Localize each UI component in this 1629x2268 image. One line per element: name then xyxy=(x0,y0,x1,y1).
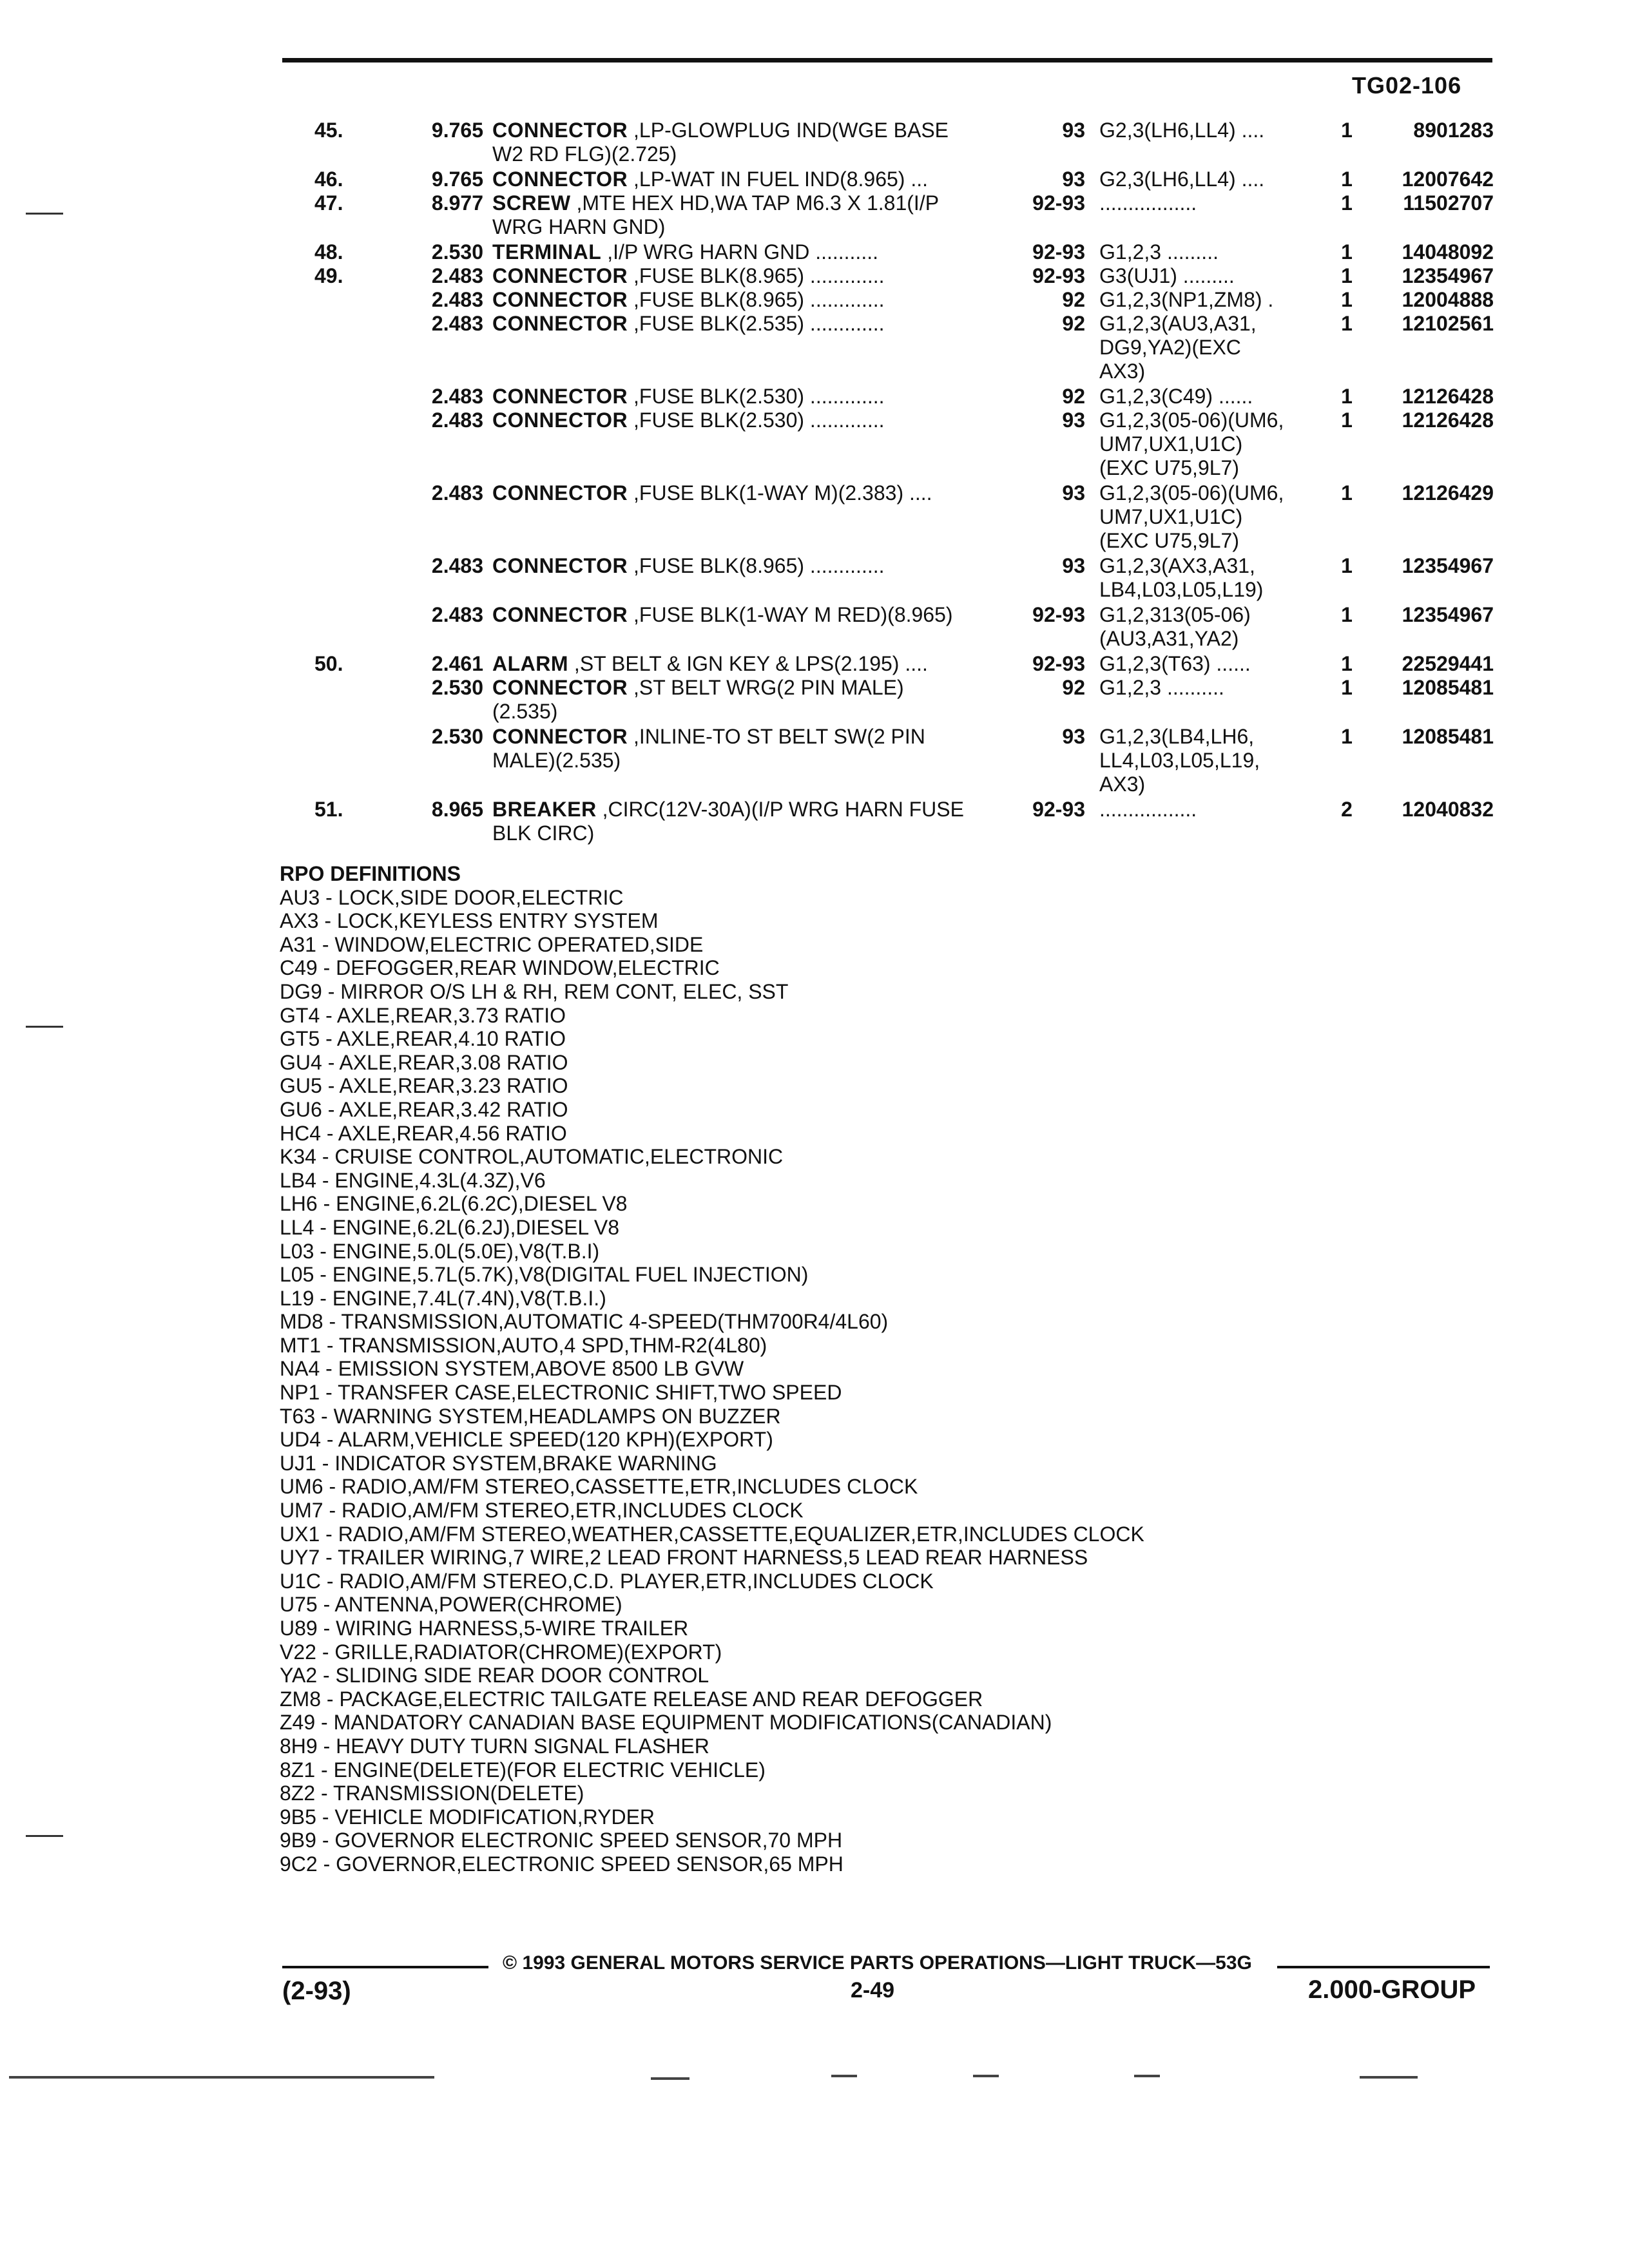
quantity: 1 xyxy=(1341,168,1353,191)
model-year: 92 xyxy=(1062,288,1085,311)
item-number: 46. xyxy=(314,168,343,191)
rpo-item: YA2 - SLIDING SIDE REAR DOOR CONTROL xyxy=(280,1664,709,1687)
application xyxy=(1099,119,1313,142)
description-line xyxy=(492,676,1012,700)
part-name: CONNECTOR xyxy=(492,603,628,626)
model-year: 93 xyxy=(1062,481,1085,505)
application-line: DG9,YA2)(EXC xyxy=(1099,336,1241,359)
application xyxy=(1099,264,1313,288)
document-code: TG02-106 xyxy=(1352,72,1462,99)
rpo-item: 8Z2 - TRANSMISSION(DELETE) xyxy=(280,1782,584,1805)
application xyxy=(1099,603,1313,651)
scan-artifact xyxy=(973,2075,999,2077)
rpo-item: GU4 - AXLE,REAR,3.08 RATIO xyxy=(280,1050,568,1074)
scan-artifact xyxy=(1134,2075,1160,2077)
part-name: CONNECTOR xyxy=(492,312,628,335)
description-line xyxy=(492,652,1012,676)
part-description xyxy=(492,288,1012,312)
application xyxy=(1099,652,1313,676)
scan-artifact xyxy=(9,2076,434,2079)
footer-copyright: © 1993 GENERAL MOTORS SERVICE PARTS OPERATIONS—LIGHT TRUCK—53G xyxy=(503,1952,1252,1974)
rpo-item: HC4 - AXLE,REAR,4.56 RATIO xyxy=(280,1121,567,1145)
part-name: CONNECTOR xyxy=(492,676,628,699)
part-name: CONNECTOR xyxy=(492,725,628,748)
application xyxy=(1099,168,1313,191)
part-name: ALARM xyxy=(492,652,569,675)
scan-artifact xyxy=(651,2077,689,2080)
part-description xyxy=(492,554,1012,578)
part-description xyxy=(492,603,1012,627)
description-line xyxy=(492,603,1012,627)
application xyxy=(1099,676,1313,700)
application-line: G2,3(LH6,LL4) .... xyxy=(1099,168,1265,191)
rpo-item: DG9 - MIRROR O/S LH & RH, REM CONT, ELEC, SST xyxy=(280,979,789,1003)
description-line xyxy=(492,385,1012,408)
rpo-item: AU3 - LOCK,SIDE DOOR,ELECTRIC xyxy=(280,885,624,909)
rpo-item: NP1 - TRANSFER CASE,ELECTRONIC SHIFT,TWO SPEED xyxy=(280,1381,842,1405)
rpo-item: LH6 - ENGINE,6.2L(6.2C),DIESEL V8 xyxy=(280,1192,628,1216)
model-year: 93 xyxy=(1062,725,1085,748)
part-name: CONNECTOR xyxy=(492,554,628,577)
part-name: SCREW xyxy=(492,191,571,215)
application xyxy=(1099,798,1313,822)
description-text: ,CIRC(12V-30A)(I/P WRG HARN FUSE xyxy=(602,798,964,821)
quantity: 1 xyxy=(1341,288,1353,311)
group-number: 2.483 xyxy=(431,554,483,577)
group-number: 8.977 xyxy=(431,191,483,215)
application-line: G1,2,313(05-06) xyxy=(1099,603,1251,626)
application-line: G1,2,3 .......... xyxy=(1099,676,1224,699)
rpo-item: 9B5 - VEHICLE MODIFICATION,RYDER xyxy=(280,1805,655,1829)
description-text: ,ST BELT WRG(2 PIN MALE) xyxy=(633,676,904,699)
application-line: ................. xyxy=(1099,191,1197,215)
application-line: G1,2,3(05-06)(UM6, xyxy=(1099,481,1284,505)
rpo-item: MD8 - TRANSMISSION,AUTOMATIC 4-SPEED(THM700R4/4L60) xyxy=(280,1310,889,1334)
part-description xyxy=(492,191,1012,239)
rpo-item: T63 - WARNING SYSTEM,HEADLAMPS ON BUZZER xyxy=(280,1404,781,1428)
part-description xyxy=(492,408,1012,432)
item-number: 47. xyxy=(314,191,343,215)
rpo-item: 9C2 - GOVERNOR,ELECTRONIC SPEED SENSOR,65 MPH xyxy=(280,1852,843,1876)
part-number: 12126428 xyxy=(1402,385,1494,408)
quantity: 1 xyxy=(1341,191,1353,215)
scan-artifact xyxy=(1360,2076,1418,2079)
description-line: WRG HARN GND) xyxy=(492,215,666,238)
rpo-item: U1C - RADIO,AM/FM STEREO,C.D. PLAYER,ETR,INCLUDES CLOCK xyxy=(280,1569,934,1593)
part-description xyxy=(492,264,1012,288)
part-number: 12040832 xyxy=(1402,798,1494,821)
application-line: G1,2,3(C49) ...... xyxy=(1099,385,1253,408)
quantity: 1 xyxy=(1341,119,1353,142)
rpo-item: V22 - GRILLE,RADIATOR(CHROME)(EXPORT) xyxy=(280,1640,722,1664)
application-line: (EXC U75,9L7) xyxy=(1099,456,1239,479)
application-line: UM7,UX1,U1C) xyxy=(1099,505,1243,528)
part-number: 12126429 xyxy=(1402,481,1494,505)
description-line xyxy=(492,240,1012,264)
top-rule xyxy=(282,58,1492,62)
part-description xyxy=(492,119,1012,166)
model-year: 92 xyxy=(1062,385,1085,408)
model-year: 92 xyxy=(1062,676,1085,699)
application xyxy=(1099,312,1313,383)
description-text: ,ST BELT & IGN KEY & LPS(2.195) .... xyxy=(574,652,928,675)
group-number: 2.483 xyxy=(431,385,483,408)
part-name: TERMINAL xyxy=(492,240,602,264)
rpo-item: AX3 - LOCK,KEYLESS ENTRY SYSTEM xyxy=(280,909,659,933)
rpo-item: UD4 - ALARM,VEHICLE SPEED(120 KPH)(EXPORT) xyxy=(280,1428,773,1452)
application-line: UM7,UX1,U1C) xyxy=(1099,432,1243,456)
group-number: 2.530 xyxy=(431,676,483,699)
part-name: CONNECTOR xyxy=(492,119,628,142)
rpo-item: 9B9 - GOVERNOR ELECTRONIC SPEED SENSOR,70 MPH xyxy=(280,1829,843,1852)
rpo-item: K34 - CRUISE CONTROL,AUTOMATIC,ELECTRONIC xyxy=(280,1145,784,1169)
rpo-item: UY7 - TRAILER WIRING,7 WIRE,2 LEAD FRONT HARNESS,5 LEAD REAR HARNESS xyxy=(280,1546,1088,1570)
application-line: G1,2,3(NP1,ZM8) . xyxy=(1099,288,1274,311)
model-year: 92-93 xyxy=(1032,191,1085,215)
description-text: ,FUSE BLK(2.530) ............. xyxy=(633,385,885,408)
application-line: G2,3(LH6,LL4) .... xyxy=(1099,119,1265,142)
model-year: 93 xyxy=(1062,119,1085,142)
part-description xyxy=(492,676,1012,724)
part-description xyxy=(492,240,1012,264)
description-text: ,INLINE-TO ST BELT SW(2 PIN xyxy=(633,725,925,748)
rpo-item: LL4 - ENGINE,6.2L(6.2J),DIESEL V8 xyxy=(280,1215,620,1239)
margin-mark xyxy=(26,213,63,215)
model-year: 92-93 xyxy=(1032,798,1085,821)
description-line: BLK CIRC) xyxy=(492,822,595,845)
group-number: 2.483 xyxy=(431,288,483,311)
page-number: 2-49 xyxy=(851,1978,895,2003)
group-number: 2.483 xyxy=(431,408,483,432)
application-line: LB4,L03,L05,L19) xyxy=(1099,578,1264,601)
group-number: 8.965 xyxy=(431,798,483,821)
rpo-item: A31 - WINDOW,ELECTRIC OPERATED,SIDE xyxy=(280,932,704,956)
description-line xyxy=(492,191,1012,215)
description-line xyxy=(492,312,1012,336)
scan-artifact xyxy=(831,2075,857,2077)
description-line xyxy=(492,554,1012,578)
rpo-item: LB4 - ENGINE,4.3L(4.3Z),V6 xyxy=(280,1168,546,1192)
margin-mark xyxy=(26,1026,63,1028)
part-name: CONNECTOR xyxy=(492,288,628,311)
rpo-item: 8Z1 - ENGINE(DELETE)(FOR ELECTRIC VEHICLE) xyxy=(280,1758,766,1782)
application xyxy=(1099,288,1313,312)
description-text: ,FUSE BLK(1-WAY M RED)(8.965) xyxy=(633,603,953,626)
rpo-item: UM7 - RADIO,AM/FM STEREO,ETR,INCLUDES CLOCK xyxy=(280,1499,804,1523)
application-line: G3(UJ1) ......... xyxy=(1099,264,1235,287)
description-line xyxy=(492,168,1012,191)
group-number: 2.483 xyxy=(431,312,483,335)
part-description xyxy=(492,481,1012,505)
model-year: 92-93 xyxy=(1032,652,1085,675)
description-text: ,LP-WAT IN FUEL IND(8.965) ... xyxy=(633,168,929,191)
rpo-item: Z49 - MANDATORY CANADIAN BASE EQUIPMENT MODIFICATIONS(CANADIAN) xyxy=(280,1711,1052,1735)
description-text: ,FUSE BLK(2.530) ............. xyxy=(633,408,885,432)
rpo-item: GU5 - AXLE,REAR,3.23 RATIO xyxy=(280,1074,568,1098)
description-line xyxy=(492,481,1012,505)
rpo-item: GU6 - AXLE,REAR,3.42 RATIO xyxy=(280,1097,568,1121)
part-name: CONNECTOR xyxy=(492,168,628,191)
rpo-item: L03 - ENGINE,5.0L(5.0E),V8(T.B.I) xyxy=(280,1239,600,1263)
application-line: G1,2,3(AX3,A31, xyxy=(1099,554,1255,577)
part-name: CONNECTOR xyxy=(492,481,628,505)
part-number: 12085481 xyxy=(1402,676,1494,699)
rpo-title: RPO DEFINITIONS xyxy=(280,862,461,885)
item-number: 50. xyxy=(314,652,343,675)
model-year: 93 xyxy=(1062,408,1085,432)
application xyxy=(1099,725,1313,796)
application-line: ................. xyxy=(1099,798,1197,821)
quantity: 1 xyxy=(1341,676,1353,699)
rpo-item: UX1 - RADIO,AM/FM STEREO,WEATHER,CASSETTE,EQUALIZER,ETR,INCLUDES CLOCK xyxy=(280,1522,1144,1546)
group-number: 2.530 xyxy=(431,725,483,748)
application xyxy=(1099,191,1313,215)
rpo-item: UJ1 - INDICATOR SYSTEM,BRAKE WARNING xyxy=(280,1451,717,1475)
application-line: G1,2,3(05-06)(UM6, xyxy=(1099,408,1284,432)
item-number: 51. xyxy=(314,798,343,821)
model-year: 92-93 xyxy=(1032,603,1085,626)
application-line: AX3) xyxy=(1099,360,1146,383)
model-year: 93 xyxy=(1062,554,1085,577)
part-description xyxy=(492,168,1012,191)
margin-mark xyxy=(26,1835,63,1837)
rpo-item: MT1 - TRANSMISSION,AUTO,4 SPD,THM-R2(4L80) xyxy=(280,1333,767,1357)
group-number: 2.483 xyxy=(431,481,483,505)
quantity: 1 xyxy=(1341,554,1353,577)
quantity: 1 xyxy=(1341,240,1353,264)
quantity: 1 xyxy=(1341,652,1353,675)
part-description xyxy=(492,385,1012,408)
description-line: W2 RD FLG)(2.725) xyxy=(492,142,677,166)
footer-date: (2-93) xyxy=(282,1977,351,2005)
quantity: 1 xyxy=(1341,603,1353,626)
part-number: 12102561 xyxy=(1402,312,1494,335)
application xyxy=(1099,408,1313,480)
item-number: 45. xyxy=(314,119,343,142)
application-line: G1,2,3(LB4,LH6, xyxy=(1099,725,1255,748)
description-line xyxy=(492,288,1012,312)
description-text: ,LP-GLOWPLUG IND(WGE BASE xyxy=(633,119,949,142)
part-number: 12354967 xyxy=(1402,554,1494,577)
application xyxy=(1099,554,1313,602)
quantity: 1 xyxy=(1341,481,1353,505)
part-number: 12085481 xyxy=(1402,725,1494,748)
model-year: 92-93 xyxy=(1032,240,1085,264)
application-line: G1,2,3(AU3,A31, xyxy=(1099,312,1257,335)
description-text: ,FUSE BLK(1-WAY M)(2.383) .... xyxy=(633,481,932,505)
application-line: (AU3,A31,YA2) xyxy=(1099,627,1239,650)
group-number: 2.461 xyxy=(431,652,483,675)
application-line: AX3) xyxy=(1099,773,1146,796)
application-line: G1,2,3 ......... xyxy=(1099,240,1219,264)
description-line xyxy=(492,725,1012,749)
quantity: 2 xyxy=(1341,798,1353,821)
quantity: 1 xyxy=(1341,385,1353,408)
part-number: 8901283 xyxy=(1413,119,1494,142)
part-description xyxy=(492,652,1012,676)
part-name: CONNECTOR xyxy=(492,264,628,287)
description-text: ,FUSE BLK(8.965) ............. xyxy=(633,554,885,577)
application xyxy=(1099,385,1313,408)
part-number: 14048092 xyxy=(1402,240,1494,264)
footer-rule-right xyxy=(1277,1966,1490,1968)
description-line xyxy=(492,408,1012,432)
part-number: 12007642 xyxy=(1402,168,1494,191)
application xyxy=(1099,481,1313,553)
group-number: 2.530 xyxy=(431,240,483,264)
rpo-item: UM6 - RADIO,AM/FM STEREO,CASSETTE,ETR,INCLUDES CLOCK xyxy=(280,1475,918,1499)
rpo-item: L05 - ENGINE,5.7L(5.7K),V8(DIGITAL FUEL INJECTION) xyxy=(280,1263,809,1287)
description-text: ,FUSE BLK(8.965) ............. xyxy=(633,264,885,287)
application xyxy=(1099,240,1313,264)
description-text: ,MTE HEX HD,WA TAP M6.3 X 1.81(I/P xyxy=(576,191,940,215)
part-name: CONNECTOR xyxy=(492,408,628,432)
part-number: 11502707 xyxy=(1403,191,1494,215)
part-number: 12126428 xyxy=(1402,408,1494,432)
quantity: 1 xyxy=(1341,408,1353,432)
part-number: 12354967 xyxy=(1402,264,1494,287)
part-number: 22529441 xyxy=(1402,652,1494,675)
quantity: 1 xyxy=(1341,264,1353,287)
application-line: G1,2,3(T63) ...... xyxy=(1099,652,1251,675)
item-number: 49. xyxy=(314,264,343,287)
quantity: 1 xyxy=(1341,725,1353,748)
group-number: 2.483 xyxy=(431,264,483,287)
model-year: 93 xyxy=(1062,168,1085,191)
part-name: BREAKER xyxy=(492,798,597,821)
part-description xyxy=(492,798,1012,845)
description-line xyxy=(492,798,1012,822)
item-number: 48. xyxy=(314,240,343,264)
rpo-item: GT5 - AXLE,REAR,4.10 RATIO xyxy=(280,1027,566,1051)
part-number: 12354967 xyxy=(1402,603,1494,626)
part-name: CONNECTOR xyxy=(492,385,628,408)
model-year: 92 xyxy=(1062,312,1085,335)
description-line xyxy=(492,264,1012,288)
part-number: 12004888 xyxy=(1402,288,1494,311)
rpo-item: L19 - ENGINE,7.4L(7.4N),V8(T.B.I.) xyxy=(280,1286,606,1310)
group-number: 9.765 xyxy=(431,168,483,191)
description-text: ,FUSE BLK(2.535) ............. xyxy=(633,312,885,335)
quantity: 1 xyxy=(1341,312,1353,335)
group-number: 2.483 xyxy=(431,603,483,626)
model-year: 92-93 xyxy=(1032,264,1085,287)
description-line: (2.535) xyxy=(492,700,558,723)
footer-rule-left xyxy=(282,1966,488,1968)
part-description xyxy=(492,725,1012,773)
description-line: MALE)(2.535) xyxy=(492,749,621,772)
application-line: (EXC U75,9L7) xyxy=(1099,529,1239,552)
rpo-item: C49 - DEFOGGER,REAR WINDOW,ELECTRIC xyxy=(280,956,720,980)
rpo-definitions xyxy=(280,862,1504,1876)
part-description xyxy=(492,312,1012,336)
group-number: 9.765 xyxy=(431,119,483,142)
rpo-item: 8H9 - HEAVY DUTY TURN SIGNAL FLASHER xyxy=(280,1734,709,1758)
rpo-item: U75 - ANTENNA,POWER(CHROME) xyxy=(280,1593,622,1617)
rpo-item: ZM8 - PACKAGE,ELECTRIC TAILGATE RELEASE AND REAR DEFOGGER xyxy=(280,1687,983,1711)
footer-group: 2.000-GROUP xyxy=(1308,1975,1476,2004)
rpo-item: GT4 - AXLE,REAR,3.73 RATIO xyxy=(280,1003,566,1027)
rpo-item: NA4 - EMISSION SYSTEM,ABOVE 8500 LB GVW xyxy=(280,1357,744,1381)
description-text: ,FUSE BLK(8.965) ............. xyxy=(633,288,885,311)
description-line xyxy=(492,119,1012,142)
rpo-item: U89 - WIRING HARNESS,5-WIRE TRAILER xyxy=(280,1617,689,1640)
rpo-list xyxy=(280,886,1504,1876)
application-line: LL4,L03,L05,L19, xyxy=(1099,749,1260,772)
description-text: ,I/P WRG HARN GND ........... xyxy=(607,240,878,264)
